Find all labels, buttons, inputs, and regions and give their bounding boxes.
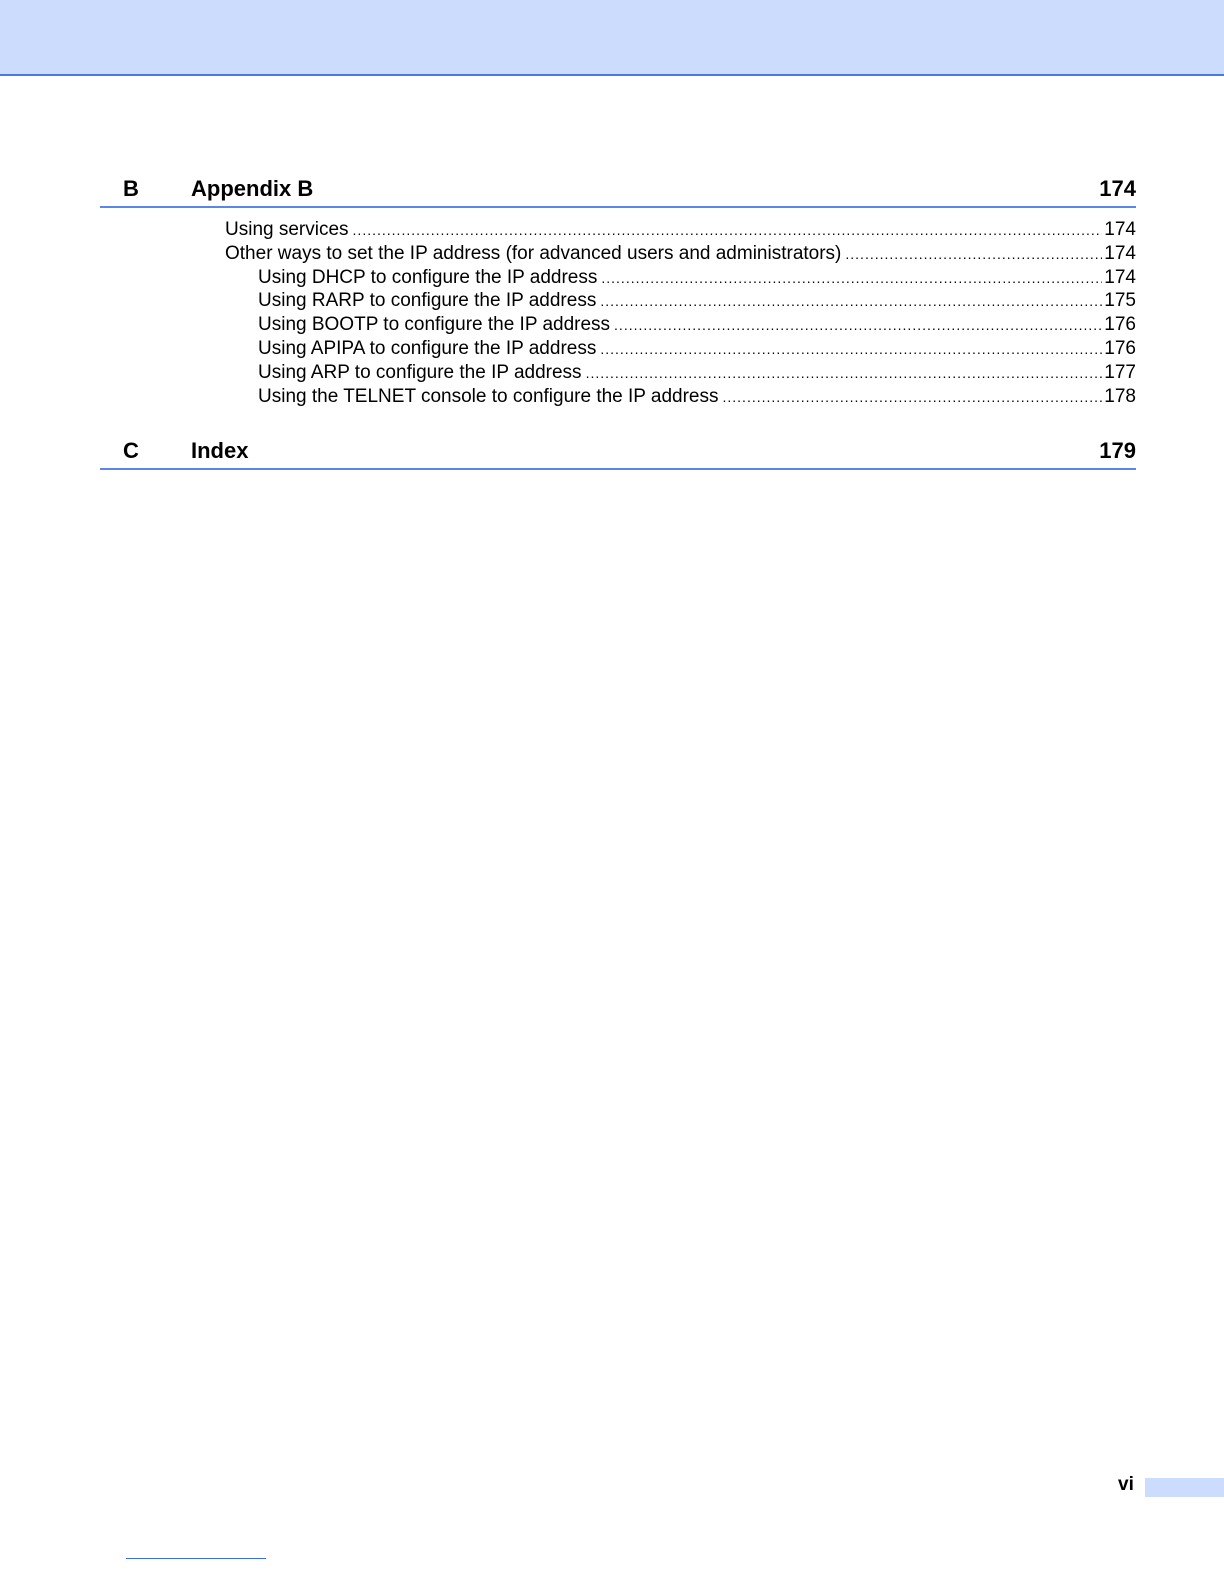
toc-entry-page: 176 xyxy=(1104,314,1136,336)
toc-entry-page: 176 xyxy=(1104,337,1136,359)
toc-entry-label: Using BOOTP to configure the IP address xyxy=(258,314,611,336)
toc-entry[interactable] xyxy=(100,290,1136,314)
section-letter: B xyxy=(123,176,139,201)
toc-entry-label: Other ways to set the IP address (for advanced users and administrators) xyxy=(225,242,842,264)
dot-leader xyxy=(600,341,1102,357)
dot-leader xyxy=(845,246,1102,262)
toc-entry[interactable] xyxy=(100,314,1136,338)
dot-leader xyxy=(614,317,1102,333)
toc-entry-page: 175 xyxy=(1104,290,1136,312)
toc-entry-page: 177 xyxy=(1104,361,1136,383)
toc-entry[interactable] xyxy=(100,362,1136,386)
header-band xyxy=(0,0,1224,76)
toc-entry-page: 174 xyxy=(1104,242,1136,264)
toc-entries xyxy=(100,219,1136,409)
section-letter: C xyxy=(123,438,139,463)
toc-entry-page: 174 xyxy=(1104,219,1136,240)
toc-entry-page: 178 xyxy=(1104,385,1136,407)
toc-entry-label: Using services xyxy=(225,219,349,240)
section-page-number[interactable]: 174 xyxy=(1099,176,1136,201)
dot-leader xyxy=(723,389,1103,405)
footnote-rule xyxy=(126,1558,266,1559)
section-page-number[interactable]: 179 xyxy=(1099,438,1136,463)
dot-leader xyxy=(353,222,1103,238)
dot-leader xyxy=(600,293,1102,309)
toc-entry-label: Using ARP to configure the IP address xyxy=(258,361,582,383)
toc-entry[interactable] xyxy=(100,386,1136,410)
section-title[interactable]: Appendix B xyxy=(191,176,314,201)
toc-entry-page: 174 xyxy=(1104,266,1136,288)
toc-entry-label: Using DHCP to configure the IP address xyxy=(258,266,598,288)
section-heading xyxy=(100,438,1136,470)
dot-leader xyxy=(586,365,1103,381)
toc-section-c xyxy=(100,438,1136,470)
section-heading xyxy=(100,176,1136,208)
page-number: vi xyxy=(1118,1474,1134,1495)
section-title[interactable]: Index xyxy=(191,438,249,463)
footer-tab xyxy=(1145,1478,1224,1497)
toc-entry[interactable] xyxy=(100,267,1136,291)
toc-entry-label: Using the TELNET console to configure the IP address xyxy=(258,385,719,407)
toc-section-b xyxy=(100,176,1136,409)
toc-entry[interactable] xyxy=(100,219,1136,243)
dot-leader xyxy=(601,270,1102,286)
toc-entry-label: Using APIPA to configure the IP address xyxy=(258,337,597,359)
toc-entry[interactable] xyxy=(100,243,1136,267)
toc-entry-label: Using RARP to configure the IP address xyxy=(258,290,597,312)
toc-entry[interactable] xyxy=(100,338,1136,362)
